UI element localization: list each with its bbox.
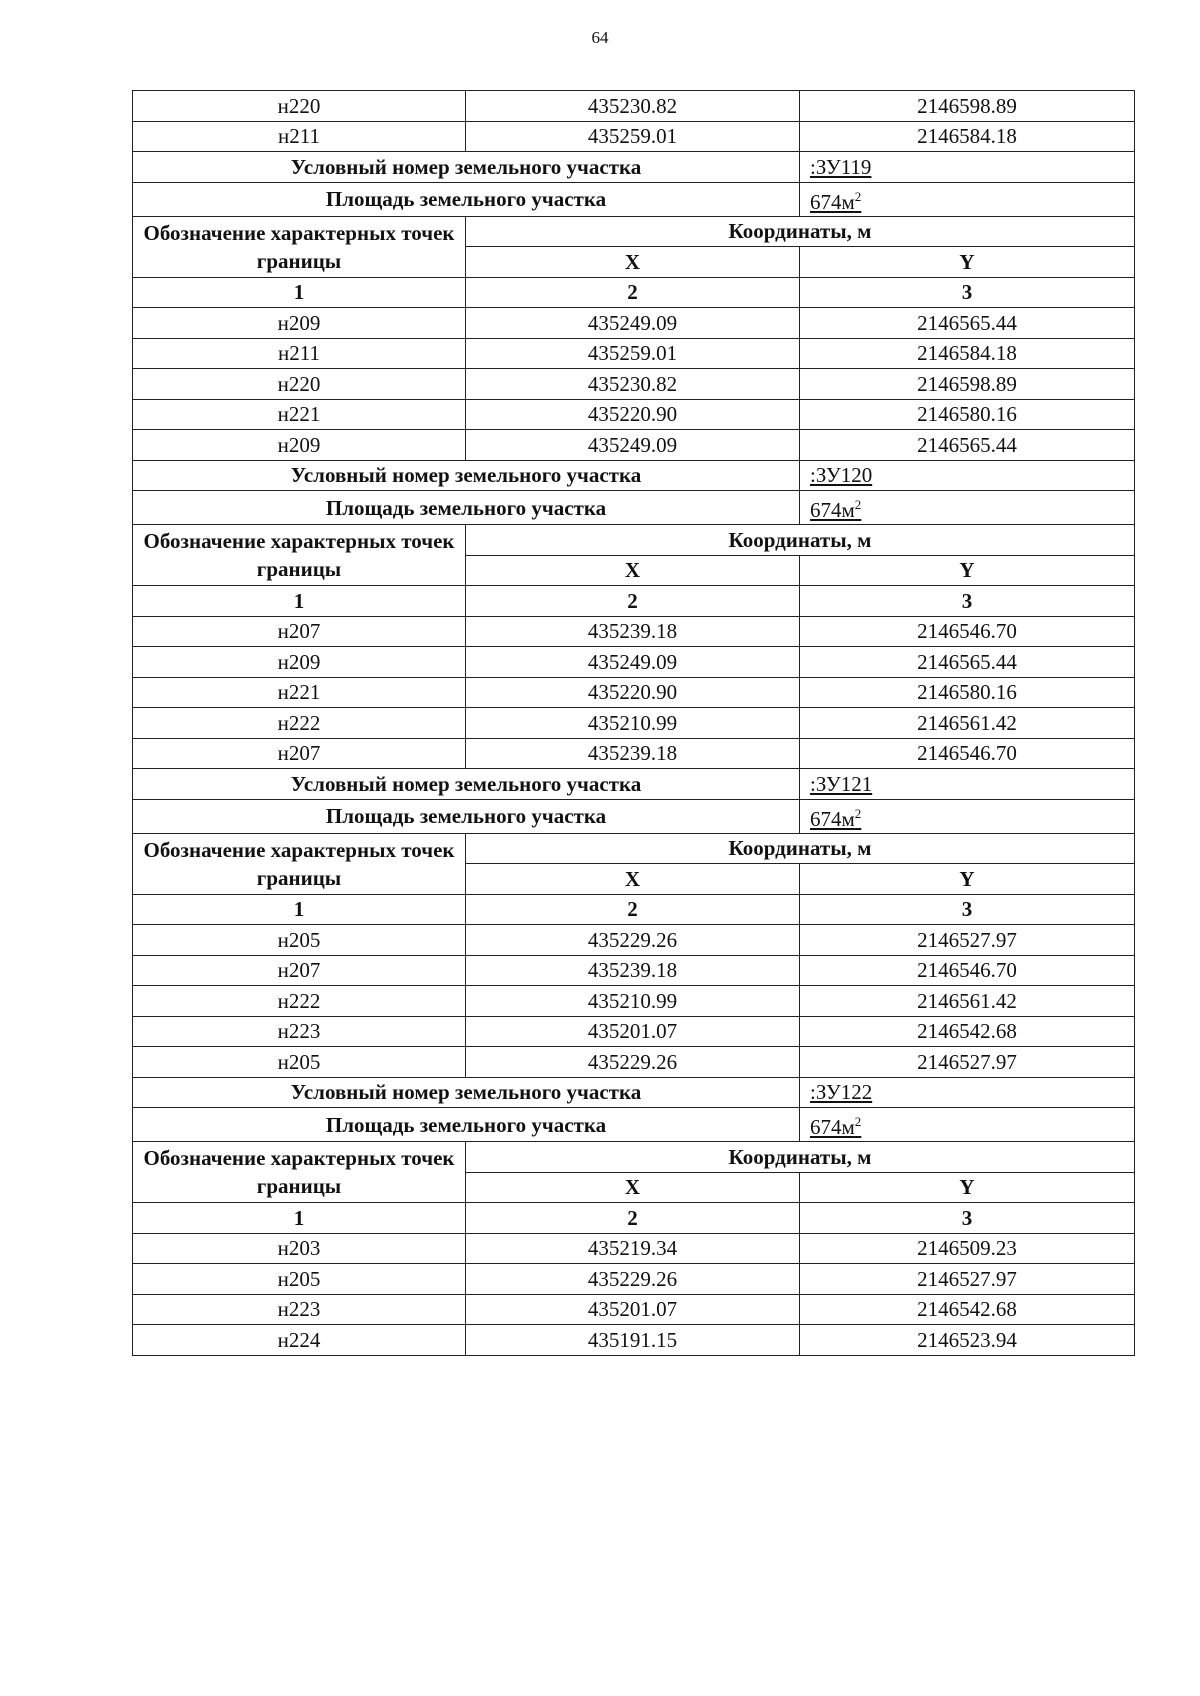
coordinates-header: Координаты, м — [466, 833, 1135, 864]
column-number-2: 2 — [466, 277, 800, 308]
x-cell: 435229.26 — [466, 1264, 800, 1295]
y-cell: 2146546.70 — [800, 955, 1135, 986]
table-row — [133, 986, 1135, 1017]
page-number: 64 — [591, 28, 609, 47]
x-cell: 435191.15 — [466, 1325, 800, 1356]
table-row — [133, 1325, 1135, 1356]
y-cell: 2146523.94 — [800, 1325, 1135, 1356]
table-row — [133, 955, 1135, 986]
point-cell: н207 — [133, 616, 466, 647]
x-cell: 435230.82 — [466, 91, 800, 122]
x-cell: 435201.07 — [466, 1294, 800, 1325]
column-number-row — [133, 277, 1135, 308]
y-header: Y — [800, 1172, 1135, 1203]
point-cell: н220 — [133, 91, 466, 122]
x-cell: 435249.09 — [466, 308, 800, 339]
point-cell: н205 — [133, 1264, 466, 1295]
column-number-1: 1 — [133, 277, 466, 308]
y-cell: 2146584.18 — [800, 338, 1135, 369]
y-cell: 2146542.68 — [800, 1016, 1135, 1047]
y-cell: 2146527.97 — [800, 925, 1135, 956]
header-row — [133, 833, 1135, 864]
x-cell: 435249.09 — [466, 430, 800, 461]
coordinates-table-body — [133, 91, 1135, 1356]
header-row — [133, 525, 1135, 556]
parcel-number-label: Условный номер земельного участка — [133, 1077, 800, 1108]
table-row — [133, 1294, 1135, 1325]
y-cell: 2146527.97 — [800, 1047, 1135, 1078]
parcel-area-number: 674м — [810, 498, 855, 522]
coordinates-header: Координаты, м — [466, 1142, 1135, 1173]
point-cell: н209 — [133, 430, 466, 461]
point-cell: н209 — [133, 308, 466, 339]
coordinates-header: Координаты, м — [466, 525, 1135, 556]
x-cell: 435229.26 — [466, 925, 800, 956]
point-cell: н207 — [133, 738, 466, 769]
header-row — [133, 1142, 1135, 1173]
y-header: Y — [800, 555, 1135, 586]
table-row — [133, 1016, 1135, 1047]
y-cell: 2146584.18 — [800, 121, 1135, 152]
parcel-number-text: :ЗУ121 — [810, 771, 873, 796]
parcel-number-value — [800, 1077, 1135, 1108]
table-row — [133, 121, 1135, 152]
column-number-3: 3 — [800, 586, 1135, 617]
column-number-1: 1 — [133, 894, 466, 925]
y-cell: 2146561.42 — [800, 708, 1135, 739]
parcel-number-value — [800, 152, 1135, 183]
parcel-area-superscript: 2 — [854, 805, 862, 821]
point-designation-header: Обозначение характерных точек границы — [133, 216, 466, 277]
parcel-area-superscript: 2 — [854, 497, 862, 512]
parcel-area-label: Площадь земельного участка — [133, 491, 800, 525]
column-number-row — [133, 894, 1135, 925]
column-number-3: 3 — [800, 894, 1135, 925]
y-cell: 2146565.44 — [800, 430, 1135, 461]
point-designation-header: Обозначение характерных точек границы — [133, 833, 466, 894]
coordinates-header: Координаты, м — [466, 216, 1135, 247]
y-cell: 2146509.23 — [800, 1233, 1135, 1264]
y-cell: 2146565.44 — [800, 647, 1135, 678]
y-cell: 2146598.89 — [800, 91, 1135, 122]
point-cell: н205 — [133, 1047, 466, 1078]
parcel-area-text — [810, 190, 861, 214]
parcel-number-value — [800, 769, 1135, 800]
parcel-area-superscript: 2 — [854, 1114, 862, 1129]
table-row — [133, 1047, 1135, 1078]
point-designation-header: Обозначение характерных точек границы — [133, 1142, 466, 1203]
x-cell: 435249.09 — [466, 647, 800, 678]
column-number-row — [133, 586, 1135, 617]
table-row — [133, 708, 1135, 739]
x-header: X — [466, 864, 800, 895]
x-cell: 435239.18 — [466, 955, 800, 986]
y-cell: 2146527.97 — [800, 1264, 1135, 1295]
x-cell: 435239.18 — [466, 738, 800, 769]
point-cell: н223 — [133, 1294, 466, 1325]
parcel-area-label: Площадь земельного участка — [133, 1108, 800, 1142]
table-row — [133, 616, 1135, 647]
y-cell: 2146598.89 — [800, 369, 1135, 400]
table-row — [133, 1233, 1135, 1264]
table-row — [133, 399, 1135, 430]
parcel-number-value — [800, 460, 1135, 491]
y-cell: 2146580.16 — [800, 399, 1135, 430]
y-cell: 2146561.42 — [800, 986, 1135, 1017]
x-cell: 435239.18 — [466, 616, 800, 647]
parcel-area-row — [133, 799, 1135, 833]
y-cell: 2146565.44 — [800, 308, 1135, 339]
parcel-area-label: Площадь земельного участка — [133, 182, 800, 216]
parcel-number-label: Условный номер земельного участка — [133, 460, 800, 491]
parcel-area-value — [800, 491, 1135, 525]
x-cell: 435220.90 — [466, 399, 800, 430]
y-header: Y — [800, 247, 1135, 278]
parcel-area-value — [800, 1108, 1135, 1142]
point-cell: н222 — [133, 986, 466, 1017]
point-cell: н209 — [133, 647, 466, 678]
table-row — [133, 925, 1135, 956]
column-number-3: 3 — [800, 277, 1135, 308]
y-cell: 2146580.16 — [800, 677, 1135, 708]
table-row — [133, 308, 1135, 339]
x-cell: 435219.34 — [466, 1233, 800, 1264]
point-cell: н223 — [133, 1016, 466, 1047]
point-cell: н211 — [133, 121, 466, 152]
parcel-number-text: :ЗУ122 — [810, 1080, 873, 1105]
x-cell: 435259.01 — [466, 338, 800, 369]
parcel-number-label: Условный номер земельного участка — [133, 152, 800, 183]
column-number-2: 2 — [466, 894, 800, 925]
parcel-number-row — [133, 460, 1135, 491]
parcel-area-superscript: 2 — [854, 188, 862, 204]
parcel-area-row — [133, 491, 1135, 525]
column-number-2: 2 — [466, 1203, 800, 1234]
header-row — [133, 216, 1135, 247]
x-header: X — [466, 555, 800, 586]
point-cell: н224 — [133, 1325, 466, 1356]
parcel-number-label: Условный номер земельного участка — [133, 769, 800, 800]
x-cell: 435210.99 — [466, 986, 800, 1017]
table-row — [133, 677, 1135, 708]
point-cell: н207 — [133, 955, 466, 986]
coordinates-table — [132, 90, 1135, 1356]
x-cell: 435230.82 — [466, 369, 800, 400]
x-cell: 435201.07 — [466, 1016, 800, 1047]
y-cell: 2146546.70 — [800, 616, 1135, 647]
parcel-area-number: 674м — [810, 189, 855, 214]
table-row — [133, 738, 1135, 769]
parcel-area-value — [800, 182, 1135, 216]
column-number-1: 1 — [133, 586, 466, 617]
table-row — [133, 430, 1135, 461]
parcel-area-text — [810, 498, 861, 522]
parcel-area-number: 674м — [810, 806, 855, 831]
parcel-area-text — [810, 807, 861, 831]
x-cell: 435220.90 — [466, 677, 800, 708]
parcel-number-row — [133, 1077, 1135, 1108]
column-number-1: 1 — [133, 1203, 466, 1234]
x-cell: 435259.01 — [466, 121, 800, 152]
x-header: X — [466, 247, 800, 278]
parcel-area-row — [133, 182, 1135, 216]
parcel-area-number: 674м — [810, 1115, 855, 1139]
table-row — [133, 369, 1135, 400]
table-row — [133, 647, 1135, 678]
table-row — [133, 91, 1135, 122]
point-cell: н211 — [133, 338, 466, 369]
y-cell: 2146542.68 — [800, 1294, 1135, 1325]
parcel-number-row — [133, 769, 1135, 800]
point-cell: н221 — [133, 399, 466, 430]
point-cell: н220 — [133, 369, 466, 400]
parcel-area-row — [133, 1108, 1135, 1142]
point-cell: н203 — [133, 1233, 466, 1264]
x-cell: 435229.26 — [466, 1047, 800, 1078]
point-cell: н222 — [133, 708, 466, 739]
parcel-number-text: :ЗУ120 — [810, 463, 873, 488]
point-designation-header: Обозначение характерных точек границы — [133, 525, 466, 586]
parcel-number-text: :ЗУ119 — [810, 154, 872, 179]
table-row — [133, 1264, 1135, 1295]
column-number-row — [133, 1203, 1135, 1234]
parcel-area-label: Площадь земельного участка — [133, 799, 800, 833]
table-row — [133, 338, 1135, 369]
y-cell: 2146546.70 — [800, 738, 1135, 769]
x-header: X — [466, 1172, 800, 1203]
parcel-area-value — [800, 799, 1135, 833]
column-number-2: 2 — [466, 586, 800, 617]
column-number-3: 3 — [800, 1203, 1135, 1234]
point-cell: н221 — [133, 677, 466, 708]
parcel-number-row — [133, 152, 1135, 183]
x-cell: 435210.99 — [466, 708, 800, 739]
parcel-area-text — [810, 1115, 861, 1139]
point-cell: н205 — [133, 925, 466, 956]
y-header: Y — [800, 864, 1135, 895]
